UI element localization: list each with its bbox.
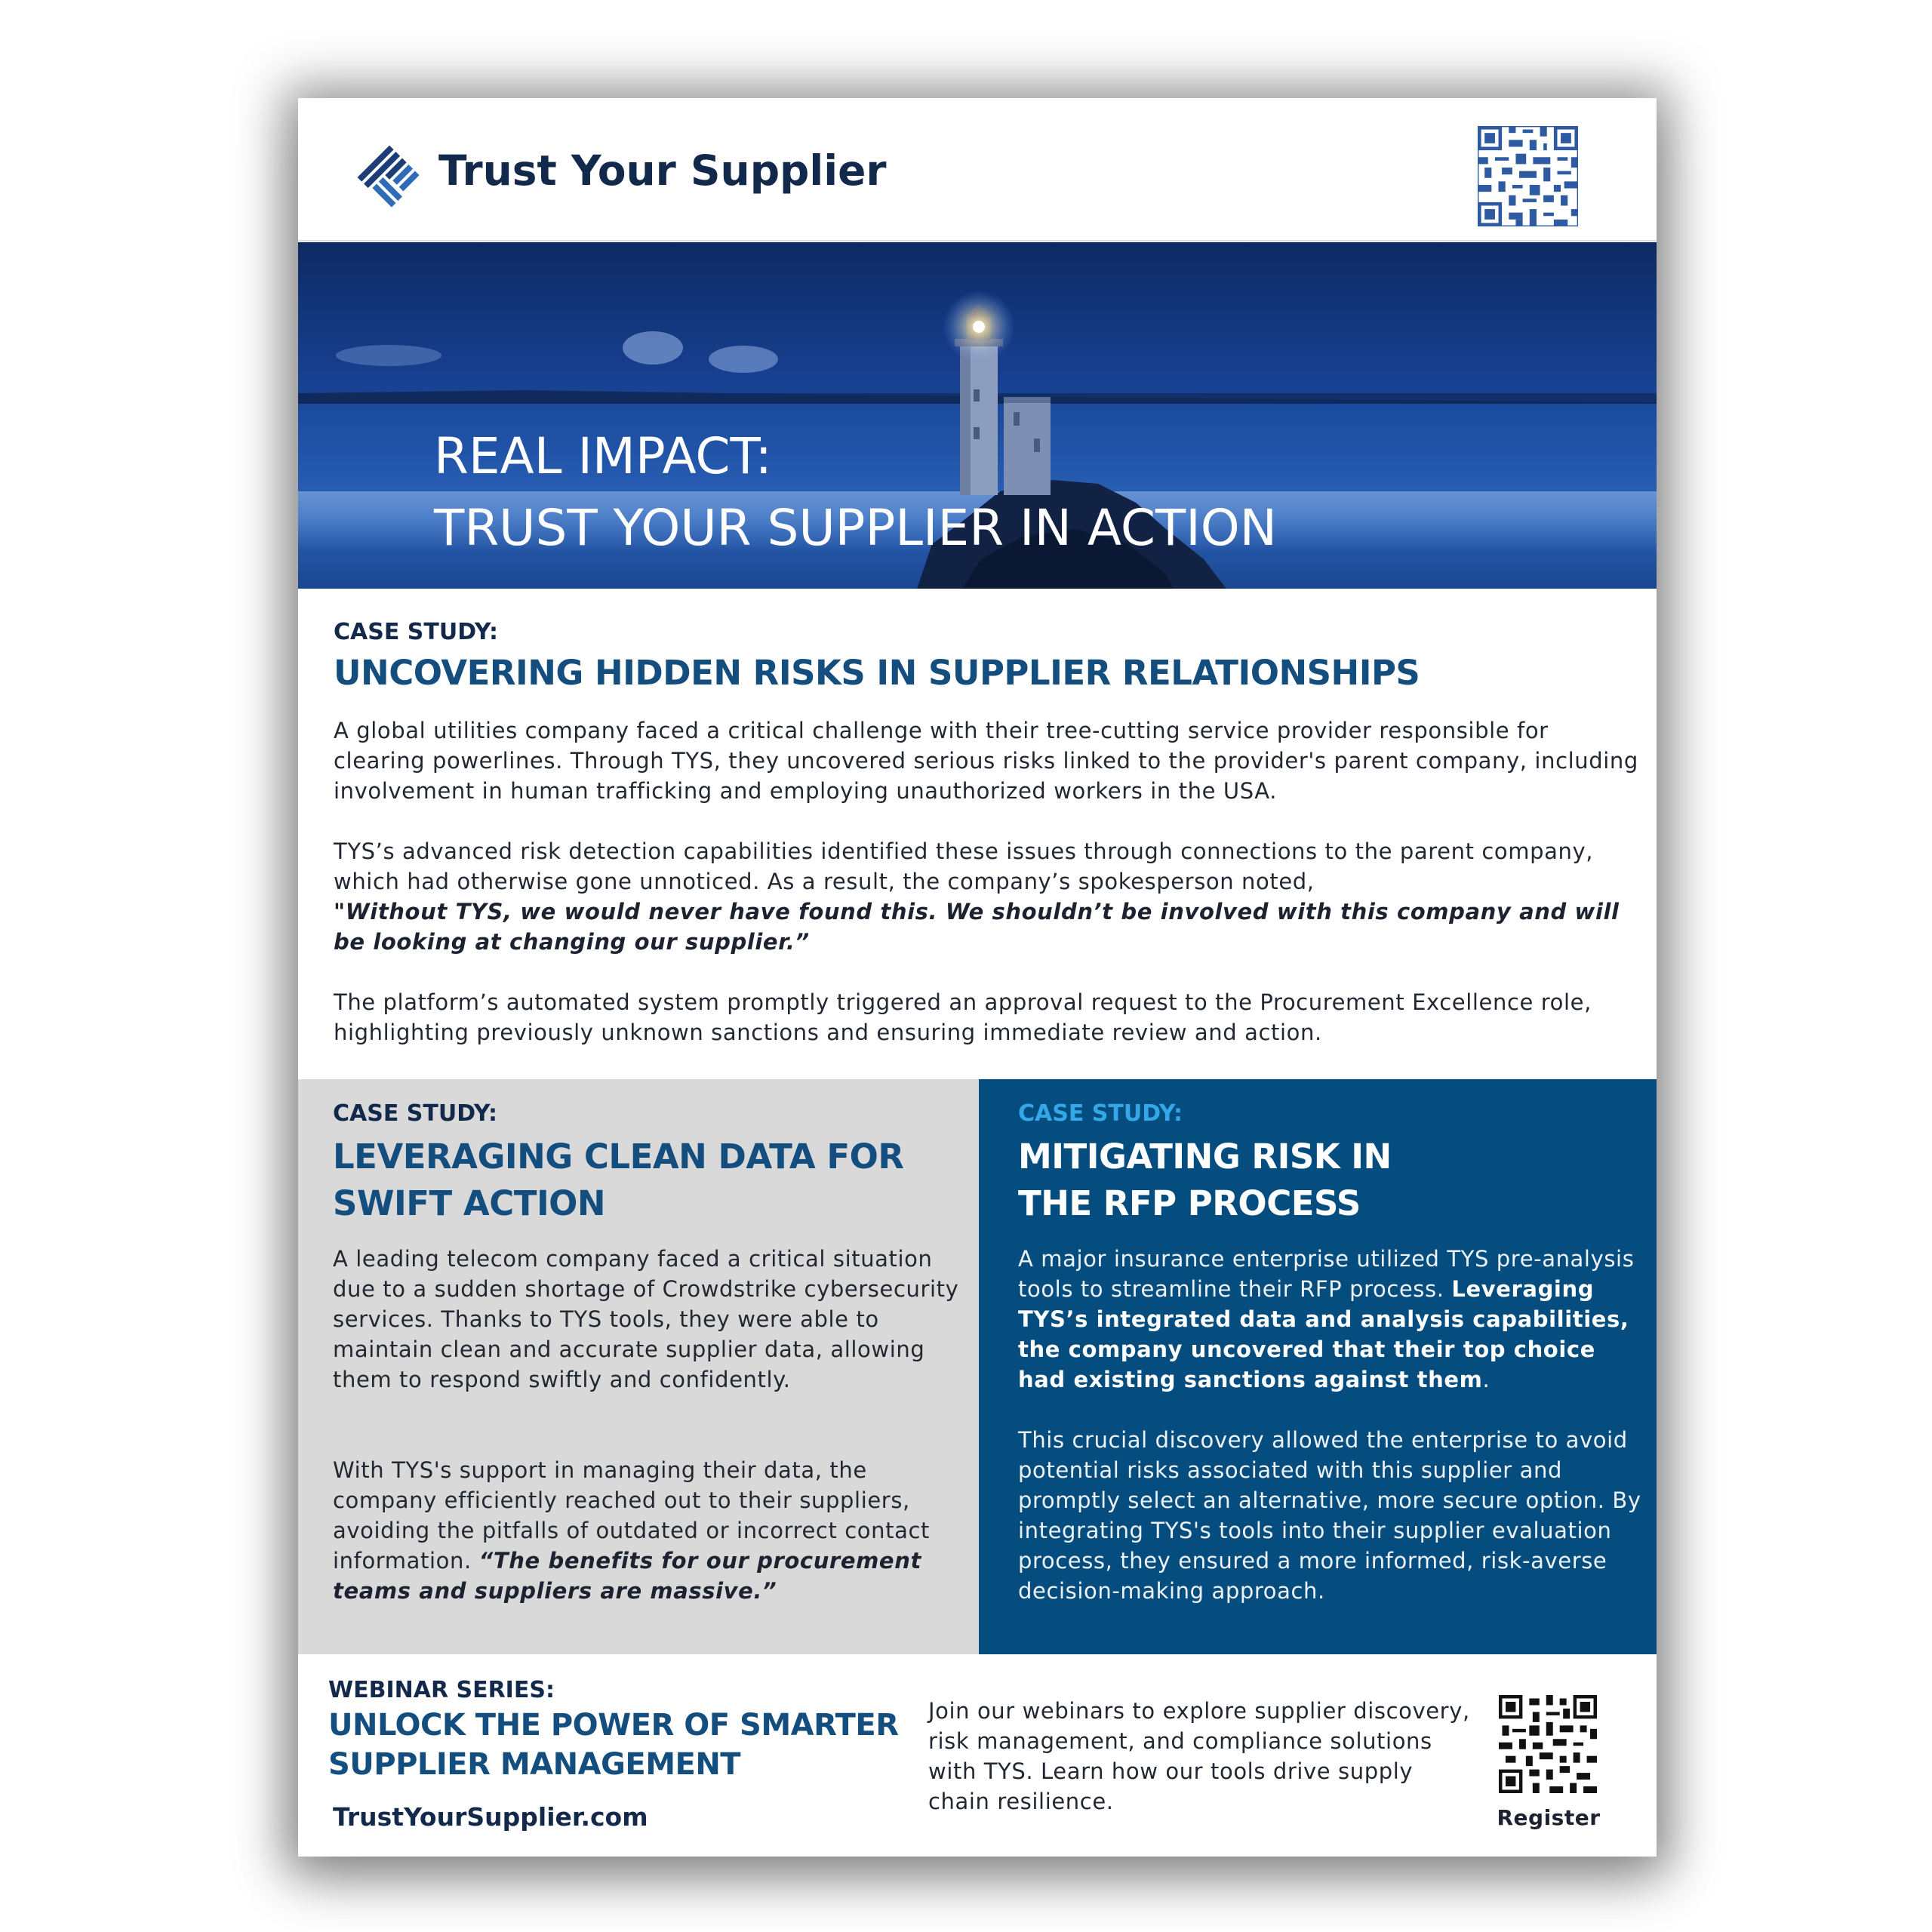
paragraph-text: With TYS's support in managing their data, the company efficiently reached out to their suppliers, avoiding the pitfalls of outdated or incorrect contact information. bbox=[333, 1457, 930, 1574]
paragraph-end: . bbox=[1482, 1367, 1491, 1392]
website-link[interactable]: TrustYourSupplier.com bbox=[333, 1802, 648, 1832]
case-study-paragraph bbox=[1018, 1244, 1644, 1395]
title-line: UNLOCK THE POWER OF SMARTER bbox=[328, 1708, 899, 1743]
case-study-title: UNCOVERING HIDDEN RISKS IN SUPPLIER RELATIONSHIPS bbox=[334, 653, 1420, 693]
case-study-paragraph: A leading telecom company faced a critical situation due to a sudden shortage of Crowdstrike cybersecurity services. Thanks to TYS tools, they were able to maintain clean and accurate supplier data, allowing them to respond swiftly and confidently. bbox=[333, 1246, 959, 1392]
qr-code-icon[interactable] bbox=[1478, 126, 1578, 226]
title-line: THE RFP PROCESS bbox=[1018, 1183, 1361, 1223]
highlighted-text: Leveraging TYS’s integrated data and analysis capabilities, the company uncovered that their top choice had existing sanctions against them bbox=[1018, 1276, 1629, 1392]
title-line: LEVERAGING CLEAN DATA FOR bbox=[333, 1137, 904, 1177]
tys-logo-icon bbox=[357, 145, 422, 210]
case-study-title bbox=[333, 1134, 967, 1227]
hero-heading-line1: REAL IMPACT: bbox=[434, 427, 772, 485]
case-study-paragraph bbox=[334, 836, 1643, 957]
webinar-title bbox=[328, 1706, 902, 1784]
webinar-footer bbox=[298, 1654, 1657, 1857]
hero-heading-line2: TRUST YOUR SUPPLIER IN ACTION bbox=[434, 499, 1278, 557]
register-label[interactable]: Register bbox=[1497, 1805, 1601, 1830]
case-study-paragraph: The platform’s automated system promptly triggered an approval request to the Procurement Excellence role, highlighting previously unknown sanctions and ensuring immediate review and action. bbox=[334, 989, 1592, 1045]
hero-banner bbox=[298, 242, 1657, 589]
case-study-paragraph bbox=[333, 1455, 971, 1606]
case-study-paragraph: This crucial discovery allowed the enterprise to avoid potential risks associated with this supplier and promptly select an alternative, more secure option. By integrating TYS's tools into their supplier evaluation process, they ensured a more informed, risk-averse decision-making approach. bbox=[1018, 1427, 1641, 1604]
customer-quote: “The benefits for our procurement teams and suppliers are massive.” bbox=[333, 1548, 921, 1604]
paragraph-text: TYS’s advanced risk detection capabilities identified these issues through connections to the parent company, which had otherwise gone unnoticed. As a result, the company’s spokesperson noted, bbox=[334, 838, 1594, 894]
case-study-title bbox=[1018, 1134, 1644, 1227]
qr-code-icon[interactable] bbox=[1499, 1695, 1597, 1793]
case-study-hidden-risks bbox=[298, 589, 1657, 1079]
case-study-clean-data bbox=[298, 1079, 979, 1654]
page-header bbox=[298, 98, 1657, 242]
flyer-page bbox=[298, 98, 1657, 1857]
brand-name: Trust Your Supplier bbox=[438, 146, 887, 195]
case-study-rfp-process bbox=[979, 1079, 1657, 1654]
title-line: SUPPLIER MANAGEMENT bbox=[328, 1747, 741, 1782]
webinar-description: Join our webinars to explore supplier discovery, risk management, and compliance solutions with TYS. Learn how our tools drive supply chain resilience. bbox=[928, 1698, 1470, 1814]
title-line: SWIFT ACTION bbox=[333, 1183, 606, 1223]
case-study-label: CASE STUDY: bbox=[334, 619, 499, 645]
case-study-label: CASE STUDY: bbox=[333, 1100, 498, 1127]
paragraph-text: A major insurance enterprise utilized TYS pre-analysis tools to streamline their RFP process. bbox=[1018, 1246, 1635, 1302]
case-study-paragraph: A global utilities company faced a critical challenge with their tree-cutting service provider responsible for clearing powerlines. Through TYS, they uncovered serious risks linked to the provider's parent company, including involvement in human trafficking and employing unauthorized workers in the USA. bbox=[334, 718, 1638, 804]
customer-quote: "Without TYS, we would never have found this. We shouldn’t be involved with this company and will be looking at changing our supplier.” bbox=[334, 899, 1620, 955]
case-study-label: CASE STUDY: bbox=[1018, 1100, 1183, 1127]
title-line: MITIGATING RISK IN bbox=[1018, 1137, 1392, 1177]
webinar-label: WEBINAR SERIES: bbox=[328, 1677, 555, 1703]
